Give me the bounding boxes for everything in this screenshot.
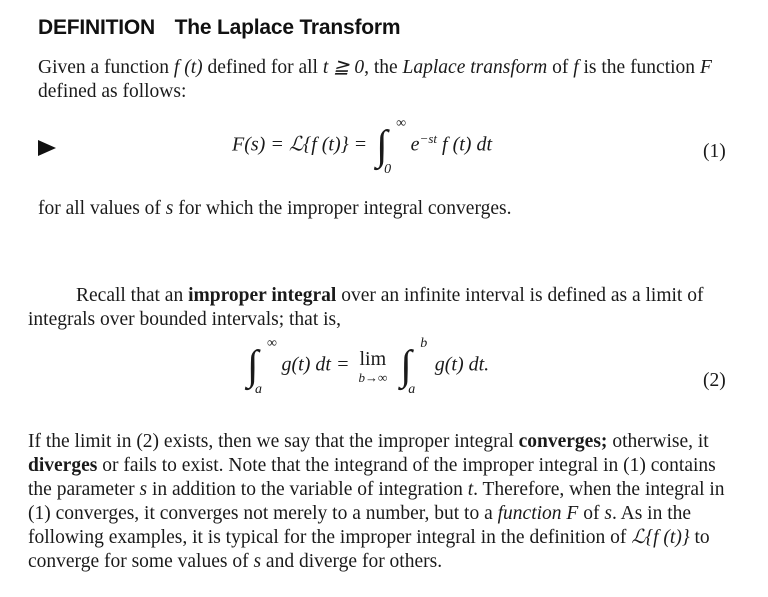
definition-title: The Laplace Transform (174, 16, 401, 39)
eq1-integrand: f (t) dt (442, 133, 493, 156)
eq2-lim: lim (359, 347, 387, 370)
arrowhead-icon (38, 140, 56, 156)
after-text: for which the improper integral converges. (178, 198, 512, 219)
equation-laplace (232, 116, 493, 177)
intro-text: Given a function (38, 57, 170, 78)
recall-bold-term: improper integral (188, 285, 337, 306)
eq2-integrand-1: g(t) dt = (281, 353, 350, 376)
intro-condition: t ≧ 0 (322, 57, 365, 78)
intro-paragraph (38, 56, 738, 104)
limit-bold-diverges: diverges (28, 455, 98, 476)
intro-F: F (699, 57, 712, 78)
eq2-integrand-2: g(t) dt. (434, 353, 490, 376)
limit-t: t (467, 479, 474, 500)
intro-text: defined for all (207, 57, 318, 78)
equation-number-1: (1) (703, 141, 726, 162)
definition-heading (38, 16, 400, 40)
limit-bold-converges: converges; (518, 431, 608, 452)
limit-text: . As in the following examples, it is typical for the improper integral in the definition of (28, 503, 692, 548)
intro-emphasis: Laplace transform (402, 57, 548, 78)
limit-paragraph (28, 430, 740, 574)
recall-text: over an infinite interval is defined as a limit of integrals over bounded intervals; that is, (28, 285, 704, 330)
intro-text: defined as follows: (38, 81, 187, 102)
eq1-lhs: F(s) = ℒ{f (t)} = (232, 133, 368, 156)
recall-text: Recall that an (76, 285, 184, 306)
eq1-exp-base: e (410, 133, 420, 156)
eq2-lower-limit-2: a (408, 382, 416, 397)
limit-s: s (253, 551, 262, 572)
limit-text: . Therefore, when the integral in (1) converges, it converges not merely to a number, but to a (28, 479, 725, 524)
recall-paragraph (28, 284, 740, 332)
limit-text: If the limit in (2) exists, then we say that the improper integral (28, 431, 514, 452)
integral-sign-icon: ∫ b a (400, 336, 428, 397)
eq2-upper-limit-1: ∞ (267, 336, 277, 351)
equation-number-2: (2) (703, 370, 726, 391)
limit-F: F (566, 503, 579, 524)
equation-improper-integral (243, 336, 490, 397)
limit-text: or fails to exist. Note that the integrand of the improper integral in (1) contains the parameter (28, 455, 716, 500)
limit-laplace-notation: ℒ{f (t)} (631, 527, 690, 548)
limit-s: s (139, 479, 148, 500)
limit-text: and diverge for others. (265, 551, 443, 572)
after-equation-paragraph (38, 197, 738, 221)
after-text: for all values of (38, 198, 161, 219)
limit-italic-function: function (497, 503, 562, 524)
intro-f-of-t: f (t) (173, 57, 203, 78)
eq2-lower-limit-1: a (255, 382, 262, 397)
eq1-upper-limit: ∞ (396, 116, 407, 131)
integral-sign-icon: ∫ ∞ a (247, 336, 277, 397)
limit-text: otherwise, it (612, 431, 709, 452)
definition-label: DEFINITION (38, 16, 155, 39)
eq2-upper-limit-2: b (420, 336, 428, 351)
limit-text: in addition to the variable of integration (151, 479, 463, 500)
intro-text: , the (364, 57, 398, 78)
limit-operator (358, 348, 387, 385)
eq1-lower-limit: 0 (384, 162, 392, 177)
intro-f: f (573, 57, 579, 78)
intro-text: is the function (583, 57, 696, 78)
limit-s: s (604, 503, 612, 524)
limit-text: of (583, 503, 600, 524)
integral-sign-icon: ∫ ∞ 0 (376, 116, 407, 177)
after-s: s (165, 198, 174, 219)
limit-text: to converge for some values of (28, 527, 710, 572)
intro-text: of (552, 57, 569, 78)
eq2-lim-sub: b→∞ (358, 369, 388, 385)
eq1-exp-power: −st (419, 130, 438, 146)
